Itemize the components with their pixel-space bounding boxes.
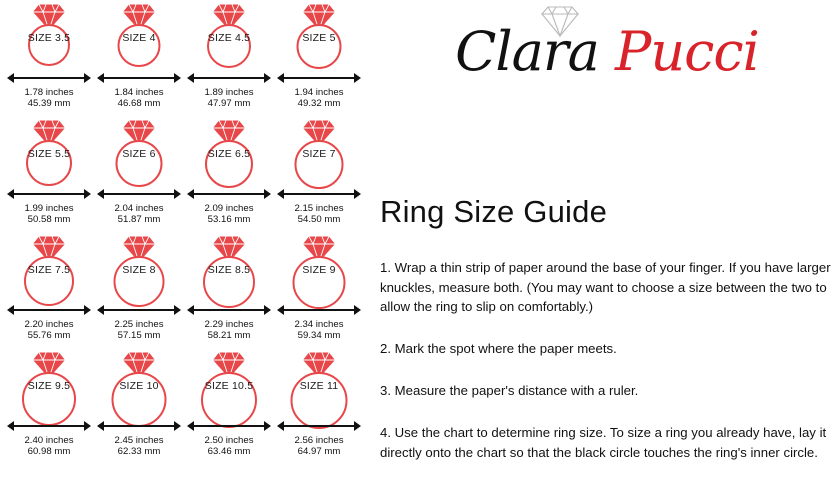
ring-size-label: SIZE 4.5 <box>207 31 251 44</box>
measure-arrow-icon <box>97 72 181 84</box>
ring-measurement <box>4 87 94 110</box>
ring-size-cell <box>184 120 274 226</box>
ring-measurement <box>184 319 274 342</box>
ring-mm: 49.32 mm <box>297 98 341 110</box>
measure-arrow-icon <box>187 188 271 200</box>
ring-illustration <box>94 352 184 418</box>
ring-inches: 1.84 inches <box>114 87 164 98</box>
ring-band <box>28 24 70 66</box>
ring-size-cell <box>4 352 94 458</box>
ring-mm: 62.33 mm <box>117 446 161 458</box>
ring-size-label: SIZE 5.5 <box>27 147 71 160</box>
ring-mm: 51.87 mm <box>117 214 161 226</box>
ring-size-cell <box>274 236 364 342</box>
ring-size-label: SIZE 11 <box>299 379 339 392</box>
measure-arrow-icon <box>187 304 271 316</box>
ring-illustration <box>274 236 364 302</box>
ring-size-label: SIZE 6 <box>122 147 156 160</box>
guide-panel <box>372 0 839 501</box>
ring-inches: 2.34 inches <box>294 319 344 330</box>
ring-illustration <box>184 4 274 70</box>
ring-illustration <box>274 352 364 418</box>
ring-mm: 57.15 mm <box>117 330 161 342</box>
ring-size-label: SIZE 7 <box>302 147 336 160</box>
ring-size-cell <box>4 120 94 226</box>
ring-size-cell <box>4 236 94 342</box>
ring-size-label: SIZE 7.5 <box>27 263 71 276</box>
ring-mm: 60.98 mm <box>27 446 71 458</box>
ring-measurement <box>184 87 274 110</box>
ring-band <box>207 24 251 68</box>
page-title: Ring Size Guide <box>380 194 608 229</box>
ring-size-label: SIZE 8.5 <box>207 263 251 276</box>
ring-mm: 59.34 mm <box>297 330 341 342</box>
instruction-step-1: 1. Wrap a thin strip of paper around the base of your finger. If you have larger knuckles, measure both. (You may want to choose a size between the two to allow the ring to slip on comfortably.) <box>380 260 831 314</box>
ring-inches: 1.89 inches <box>204 87 254 98</box>
measure-arrow-icon <box>7 304 91 316</box>
ring-size-label: SIZE 6.5 <box>207 147 251 160</box>
ring-illustration <box>94 236 184 302</box>
ring-illustration <box>4 352 94 418</box>
ring-inches: 2.45 inches <box>114 435 164 446</box>
measure-arrow-icon <box>187 420 271 432</box>
measure-arrow-icon <box>277 188 361 200</box>
ring-mm: 64.97 mm <box>297 446 341 458</box>
ring-illustration <box>184 352 274 418</box>
ring-size-cell <box>274 4 364 110</box>
ring-measurement <box>94 435 184 458</box>
ring-measurement <box>274 87 364 110</box>
ring-size-label: SIZE 3.5 <box>27 31 71 44</box>
ring-illustration <box>184 236 274 302</box>
ring-inches: 2.29 inches <box>204 319 254 330</box>
ring-measurement <box>274 435 364 458</box>
ring-inches: 1.78 inches <box>24 87 74 98</box>
ring-inches: 2.56 inches <box>294 435 344 446</box>
instruction-step-2: 2. Mark the spot where the paper meets. <box>380 341 617 356</box>
ring-measurement <box>4 319 94 342</box>
ring-band <box>26 140 72 186</box>
ring-size-label: SIZE 5 <box>302 31 336 44</box>
ring-illustration <box>184 120 274 186</box>
brand-word-first: Clara <box>455 20 599 83</box>
ring-measurement <box>4 435 94 458</box>
ring-size-label: SIZE 10 <box>119 379 159 392</box>
ring-size-cell <box>184 352 274 458</box>
ring-illustration <box>274 120 364 186</box>
ring-measurement <box>94 203 184 226</box>
ring-size-cell <box>274 120 364 226</box>
ring-illustration <box>94 4 184 70</box>
ring-size-cell <box>184 236 274 342</box>
ring-mm: 54.50 mm <box>297 214 341 226</box>
ring-size-cell <box>274 352 364 458</box>
instruction-step-4: 4. Use the chart to determine ring size. To size a ring you already have, lay it directly onto the chart so that the black circle touches the ring's inner circle. <box>380 425 827 460</box>
measure-arrow-icon <box>97 420 181 432</box>
ring-measurement <box>94 87 184 110</box>
ring-mm: 53.16 mm <box>207 214 251 226</box>
instruction-step-3: 3. Measure the paper's distance with a ruler. <box>380 383 639 398</box>
ring-mm: 47.97 mm <box>207 98 251 110</box>
measure-arrow-icon <box>7 72 91 84</box>
ring-inches: 2.25 inches <box>114 319 164 330</box>
brand-word-second: Pucci <box>615 20 759 83</box>
measure-arrow-icon <box>7 188 91 200</box>
ring-illustration <box>4 236 94 302</box>
ring-size-cell <box>94 352 184 458</box>
ring-measurement <box>184 435 274 458</box>
measure-arrow-icon <box>97 304 181 316</box>
ring-size-cell <box>4 4 94 110</box>
ring-size-label: SIZE 9 <box>302 263 336 276</box>
ring-mm: 63.46 mm <box>207 446 251 458</box>
ring-illustration <box>274 4 364 70</box>
ring-size-label: SIZE 9.5 <box>27 379 71 392</box>
ring-inches: 2.50 inches <box>204 435 254 446</box>
ring-measurement <box>4 203 94 226</box>
ring-measurement <box>274 203 364 226</box>
ring-mm: 55.76 mm <box>27 330 71 342</box>
ring-inches: 2.04 inches <box>114 203 164 214</box>
ring-mm: 46.68 mm <box>117 98 161 110</box>
ring-inches: 2.15 inches <box>294 203 344 214</box>
ring-inches: 2.09 inches <box>204 203 254 214</box>
ring-measurement <box>274 319 364 342</box>
ring-size-label: SIZE 10.5 <box>204 379 254 392</box>
ring-mm: 58.21 mm <box>207 330 251 342</box>
ring-measurement <box>94 319 184 342</box>
ring-illustration <box>4 120 94 186</box>
ring-size-cell <box>94 4 184 110</box>
ring-illustration <box>94 120 184 186</box>
ring-size-label: SIZE 4 <box>122 31 156 44</box>
ring-inches: 2.40 inches <box>24 435 74 446</box>
measure-arrow-icon <box>277 304 361 316</box>
measure-arrow-icon <box>277 420 361 432</box>
ring-size-chart <box>0 0 360 501</box>
brand-wordmark <box>392 20 822 84</box>
ring-inches: 2.20 inches <box>24 319 74 330</box>
ring-size-label: SIZE 8 <box>122 263 156 276</box>
ring-measurement <box>184 203 274 226</box>
ring-inches: 1.99 inches <box>24 203 74 214</box>
measure-arrow-icon <box>97 188 181 200</box>
ring-band <box>297 24 342 69</box>
measure-arrow-icon <box>7 420 91 432</box>
ring-size-cell <box>184 4 274 110</box>
ring-size-cell <box>94 236 184 342</box>
ring-illustration <box>4 4 94 70</box>
ring-mm: 45.39 mm <box>27 98 71 110</box>
ring-size-cell <box>94 120 184 226</box>
brand-logo <box>392 4 822 100</box>
ring-band <box>118 24 161 67</box>
ring-inches: 1.94 inches <box>294 87 344 98</box>
ring-mm: 50.58 mm <box>27 214 71 226</box>
measure-arrow-icon <box>277 72 361 84</box>
measure-arrow-icon <box>187 72 271 84</box>
